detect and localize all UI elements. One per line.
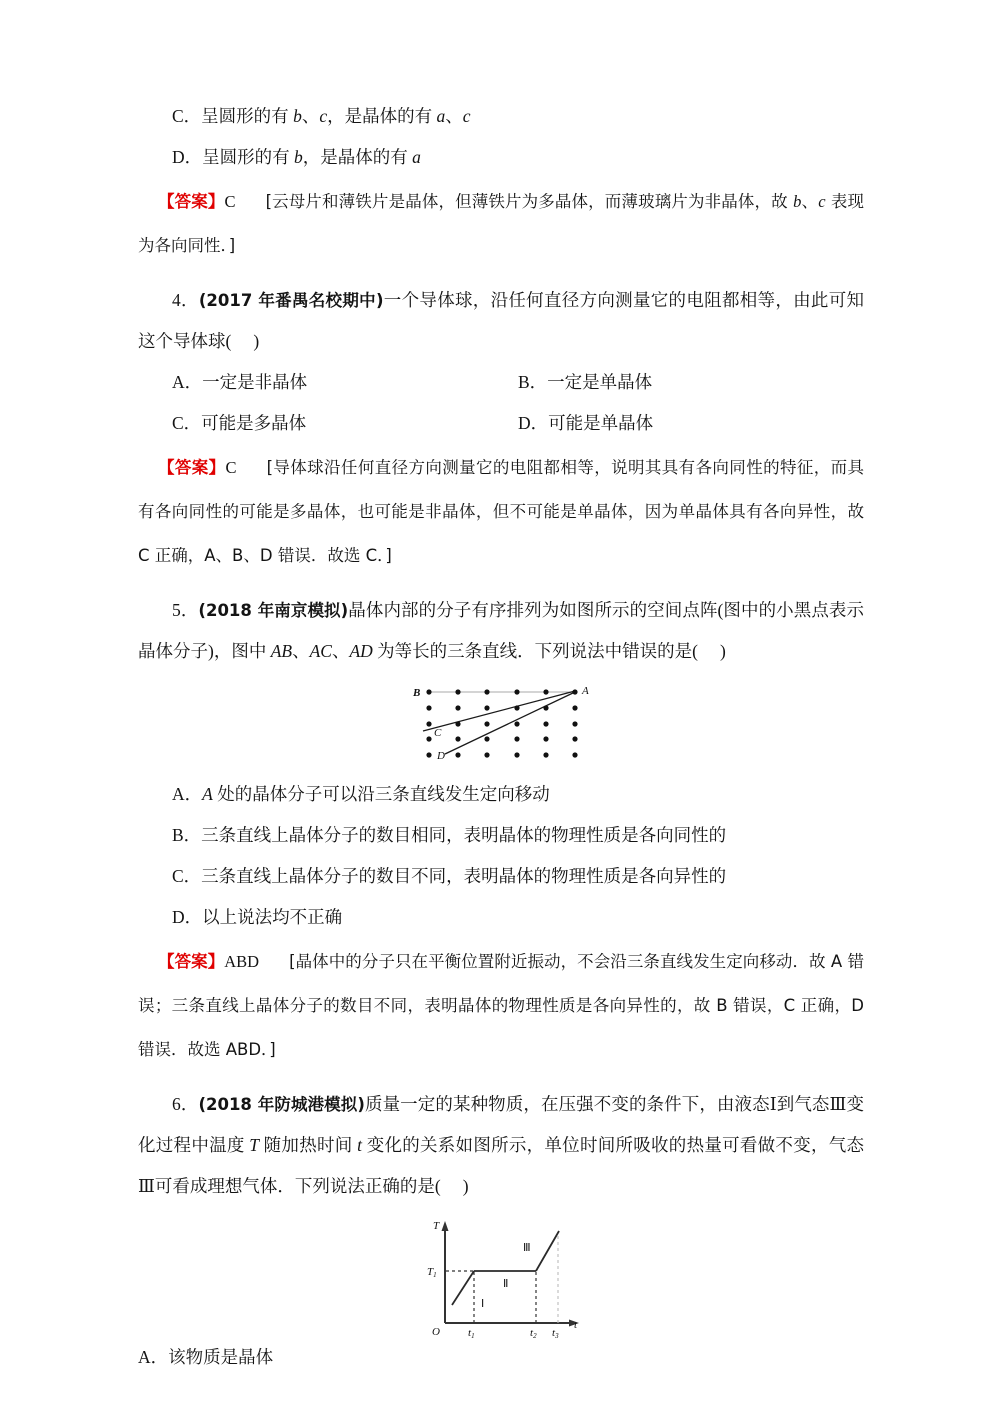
q3-option-c-var-a: a (436, 106, 446, 126)
q3-option-c-sep1: 、 (301, 106, 320, 126)
q5-stem-text-1: 晶体内部的分子有序排列为如图所示的空间点阵(图中的小黑点表示晶体分子)，图中 (138, 600, 865, 661)
y-axis-label: T (433, 1220, 440, 1232)
q5-stem (138, 590, 864, 672)
q6-stem-close-paren: ) (462, 1176, 469, 1196)
q5-answer-tag: 【答案】 (158, 952, 225, 971)
crystal-lattice-diagram (401, 678, 601, 770)
lattice-figure-wrapper (138, 678, 864, 770)
segment-label-1: Ⅰ (481, 1298, 485, 1310)
q3-option-c-sep2: 、 (445, 106, 463, 126)
q3-answer-letter: C (224, 192, 236, 211)
q4-answer-block (138, 446, 864, 578)
q3-option-c-var-c2: c (462, 106, 471, 126)
q4-option-d: D．可能是单晶体 (518, 413, 654, 433)
q6-stem (138, 1084, 864, 1207)
q6-stem-text-1: 质量一定的某种物质，在压强不变的条件下，由液态Ⅰ到气态Ⅲ变化过程中温度 (138, 1094, 865, 1155)
q5-option-a-point: A (202, 784, 213, 804)
q5-segment-ad: AD (349, 641, 373, 661)
q5-option-b: B．三条直线上晶体分子的数目相同，表明晶体的物理性质是各向同性的 (172, 825, 727, 845)
x-tick-t2: t2 (530, 1327, 537, 1340)
q4-option-b: B．一定是单晶体 (518, 372, 653, 392)
q5-answer-block (138, 940, 864, 1072)
q6-var-T: T (249, 1135, 260, 1155)
q5-stem-text-2: 为等长的三条直线．下列说法中错误的是( (372, 641, 698, 661)
q5-answer-letter: ABD (224, 952, 260, 971)
q6-option-a (138, 1337, 864, 1378)
q4-answer-letter: C (225, 458, 237, 477)
q3-option-c-mid: ，是晶体的有 (327, 106, 437, 126)
q3-answer-explanation-1: [云母片和薄铁片是晶体，但薄铁片为多晶体，而薄玻璃片为非晶体，故 (265, 192, 794, 211)
q5-option-d: D．以上说法均不正确 (172, 907, 343, 927)
q4-option-a: A．一定是非晶体 (172, 372, 308, 392)
q5-option-c: C．三条直线上晶体分子的数目不同，表明晶体的物理性质是各向异性的 (172, 866, 727, 886)
x-axis-label: t (574, 1319, 578, 1331)
q4-options-row-1 (138, 362, 864, 403)
q3-option-d-var-b: b (294, 147, 303, 167)
q5-answer-explanation: [晶体中的分子只在平衡位置附近振动，不会沿三条直线发生定向移动．故 A 错误；三条直线上晶体分子的数目不同，表明晶体的物理性质是各向异性的，故 B 错误，C 正确，D 错误．故选 ABD．] (138, 952, 864, 1059)
q5-number: 5． (172, 600, 199, 620)
temperature-vs-heating-time-graph (411, 1215, 591, 1340)
q6-stem-text-2: 随加热时间 (259, 1135, 358, 1155)
q5-option-a-text: 处的晶体分子可以沿三条直线发生定向移动 (212, 784, 550, 804)
q3-option-c (138, 96, 864, 137)
y-tick-T1: T1 (427, 1266, 437, 1279)
q3-answer-tag: 【答案】 (158, 192, 225, 211)
line-ad (445, 692, 575, 754)
q4-source: (2017 年番禺名校期中) (198, 291, 384, 310)
q5-sep-1: 、 (292, 641, 310, 661)
q3-option-d (138, 137, 864, 178)
lattice-label-a: A (582, 685, 589, 697)
q6-source: (2018 年防城港模拟) (198, 1095, 365, 1114)
line-ac (423, 691, 575, 731)
q5-stem-close-paren: ) (720, 641, 726, 661)
segment-label-2: Ⅱ (503, 1278, 509, 1290)
q3-answer-sep: 、 (801, 192, 819, 211)
page-content-column (138, 96, 864, 1378)
q3-option-d-prefix: D．呈圆形的有 (172, 147, 295, 167)
q5-option-a-prefix: A． (172, 784, 203, 804)
q6-option-a-text: A．该物质是晶体 (138, 1347, 274, 1367)
q4-option-c: C．可能是多晶体 (172, 413, 307, 433)
x-tick-t3: t3 (552, 1327, 559, 1340)
q5-sep-2: 、 (331, 641, 350, 661)
q4-number: 4． (172, 290, 199, 310)
q3-option-d-mid: ，是晶体的有 (302, 147, 413, 167)
q6-stem-text-3: 变化的关系如图所示，单位时间所吸收的热量可看做不变，气态Ⅲ可看成理想气体．下列说法正确的是( (138, 1135, 865, 1196)
q6-number: 6． (172, 1094, 199, 1114)
graph-figure-wrapper (138, 1215, 864, 1340)
q3-answer-block (138, 180, 864, 268)
q5-source: (2018 年南京模拟) (198, 601, 349, 620)
q3-option-d-var-a: a (412, 147, 421, 167)
x-tick-t1: t1 (468, 1327, 475, 1340)
q4-stem-text: 一个导体球，沿任何直径方向测量它的电阻都相等，由此可知这个导体球( (138, 290, 865, 351)
q5-segment-ab: AB (270, 641, 293, 661)
segment-label-3: Ⅲ (523, 1242, 531, 1254)
q6-var-t: t (357, 1135, 363, 1155)
q4-answer-explanation: [导体球沿任何直径方向测量它的电阻都相等，说明其具有各向同性的特征，而具有各向同性的可能是多晶体，也可能是非晶体，但不可能是单晶体，因为单晶体具有各向异性，故 C 正确，A、B、D 错误．故选 C．] (138, 458, 865, 565)
q4-stem-close-paren: ) (253, 331, 260, 351)
q4-answer-tag: 【答案】 (158, 458, 226, 477)
lattice-label-b: B (413, 687, 421, 699)
q3-option-c-var-b: b (293, 106, 302, 126)
curve-segment-3 (536, 1231, 559, 1271)
q3-option-c-var-c: c (319, 106, 328, 126)
q3-answer-var-b: b (793, 192, 802, 211)
q5-option-a (138, 774, 864, 815)
lattice-label-d: D (437, 750, 445, 762)
q4-stem (138, 280, 864, 362)
y-axis-arrow (442, 1221, 449, 1231)
q3-answer-var-c: c (818, 192, 826, 211)
lattice-label-c: C (434, 727, 442, 739)
q3-answer-explanation-2: 表现为各向同性．] (138, 192, 865, 255)
q3-option-c-prefix: C．呈圆形的有 (172, 106, 294, 126)
q5-segment-ac: AC (309, 641, 332, 661)
q4-options-row-2 (138, 403, 864, 444)
curve-segment-1 (452, 1271, 474, 1305)
origin-label: O (432, 1326, 440, 1338)
